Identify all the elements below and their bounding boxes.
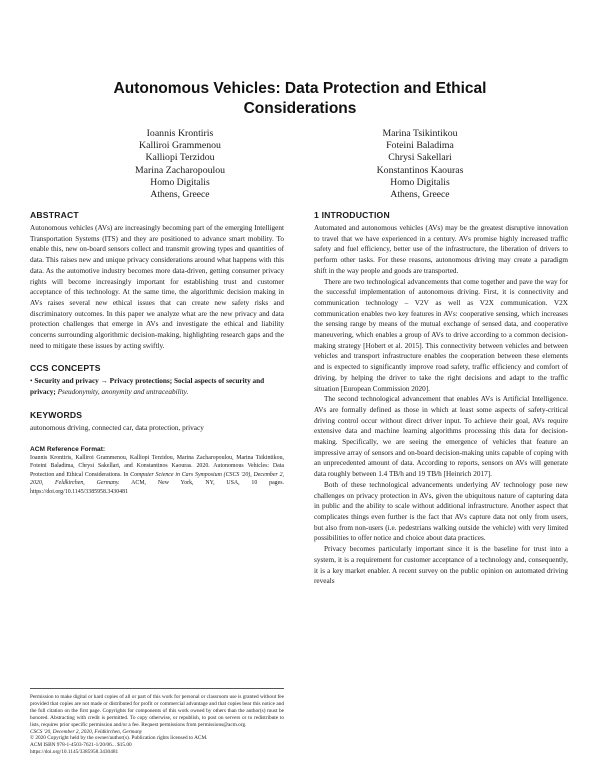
paper-title: Autonomous Vehicles: Data Protection and Ethical Considerations [113, 80, 487, 117]
author-name: Foteini Baladima [386, 140, 454, 152]
footnote-venue: CSCS '20, December 2, 2020, Feldkirchen, Germany [30, 728, 143, 735]
intro-paragraph: Both of these technological advancements underlying AV technology pose new challenges on privacy protection in AVs, given the ubiquitous nature of capturing data in public and the ability to scale without additional infrastructure. Another aspect that complicates things even further is the fact that AVs capture data not only from users, but also from non-users (i.e. pedestrians walking outside the vehicle) with very limited possibilities to offer notice and choice about data practices. [314, 480, 568, 543]
author-affiliation: Homo Digitalis [390, 176, 450, 188]
abstract-heading: ABSTRACT [30, 210, 79, 220]
reference-text-after: ACM, New York, NY, USA, 10 pages. https://doi.org/10.1145/3385958.3430481 [30, 480, 285, 495]
abstract-text: Autonomous vehicles (AVs) are increasingly becoming part of the emerging Intelligent Transportation Systems (ITS) and they are positioned to advance smart mobility. To enable this, new on-board sensors collect and transmit growing types and quantities of data. This raises new and unique privacy considerations around what happens with this data. As the automotive industry becomes more data-driven, getting consumer privacy rights will become increasingly important for establishing trust and customer acceptance of this technology. At the same time, the algorithmic decision making in AVs raises several new ethical issues that can create new safety risks and discriminatory outcomes. In this paper we analyze what are the new privacy and data protection challenges that emerge in AVs and investigate the ethical and liability concerns surrounding algorithmic decision-making, highlighting research gaps and the need to mitigate these issues by acting swiftly. [30, 224, 284, 350]
reference-format-heading: ACM Reference Format: [30, 445, 106, 453]
footnote-doi: https://doi.org/10.1145/3385958.3430481 [30, 749, 119, 756]
author-column-left [60, 128, 300, 201]
permission-notice: Permission to make digital or hard copies of all or part of this work for personal or classroom use is granted without fee provided that copies are not made or distributed for profit or commercial advantage and that copies bear this notice and the full citation on the first page. Copyrights for components of this work owned by others than the author(s) must be honored. Abstracting with credit is permitted. To copy otherwise, or republish, to post on servers or to redistribute to lists, requires prior specific permission and/or a fee. Request permissions from permissions@acm.org. [30, 694, 284, 728]
author-name: Konstantinos Kaouras [376, 164, 464, 176]
keywords-text: autonomous driving, connected car, data protection, privacy [30, 423, 204, 432]
footnote-isbn: ACM ISBN 978-1-4503-7621-1/20/06... $15.00 [30, 742, 132, 749]
keywords-heading: KEYWORDS [30, 409, 83, 420]
intro-paragraph: Privacy becomes particularly important since it is the baseline for trust into a system, it is a requirement for customer acceptance of a technology and, consequently, it is a key market enabler. A recent survey on the public opinion on automated driving reveals [314, 545, 568, 586]
left-column [30, 210, 284, 509]
author-name: Kalliopi Terzidou [145, 152, 215, 164]
introduction-heading: 1 INTRODUCTION [314, 210, 390, 220]
abstract-section [30, 210, 284, 351]
reference-venue: Computer Science in Cars Symposium (CSCS '20), December 2, 2020, Feldkirchen, Germany. [30, 471, 284, 487]
author-location: Athens, Greece [390, 189, 450, 201]
author-name: Chrysi Sakellari [388, 152, 452, 164]
author-column-right [300, 128, 540, 201]
reference-format-section [30, 446, 284, 497]
footnote-copyright: © 2020 Copyright held by the owner/author(s). Publication rights licensed to ACM. [30, 735, 208, 742]
author-name: Marina Zacharopoulou [134, 164, 226, 176]
copyright-footnote [30, 688, 284, 756]
intro-paragraph: There are two technological advancements that come together and pave the way for the successful implementation of autonomous driving. First, it is connectivity and communication technology – V2V as well as V2X communication. V2X communication enables two key features in AVs: cooperative sensing, which increases the sensing range by means of the mutual exchange of sensed data, and cooperative maneuvering, which enables a group of AVs to drive according to a common decision-making strategy [Hobert et al. 2015]. This connectivity between vehicles and between vehicles and transport infrastructure enables the cooperation between these elements and is expected to significantly improve road safety, traffic efficiency and comfort of driving, by helping the driver to take the right decisions and adapt to the traffic situation [European Commission 2020]. [314, 277, 568, 393]
ccs-bullet: • [30, 377, 33, 386]
intro-paragraph: The second technological advancement that enables AVs is Artificial Intelligence. AVs are formally defined as those in which at least some aspects of safety-critical driving control occur without direct driver input. To achieve their goal, AVs require extensive data and machine learning algorithms processing this data for decision-making. Specifically, we are seeing the emergence of vehicles that feature an impressive array of sensors and on-board decision-making units capable of coping with an unprecedented amount of data. According to reports, sensors on AVs will generate data roughly between 1.4 TB/h and 19 TB/h [Heinrich 2017]. [314, 395, 568, 479]
ccs-heading: CCS CONCEPTS [30, 363, 101, 374]
ccs-concepts [30, 376, 284, 397]
ccs-section [30, 363, 284, 397]
reference-text-before: Ioannis Krontiris, Kalliroi Grammenou, Kalliopi Terzidou, Marina Zacharopoulou, Marina Tsikintikou, Foteini Baladima, Chrysi Sakellari, and Konstantinos Kaouras. 2020. Autonomous Vehicles: Data Protection and Ethical Considerations. In [30, 454, 284, 478]
right-column [314, 210, 568, 587]
author-name: Ioannis Krontiris [146, 128, 214, 139]
reference-format-text [30, 454, 284, 497]
author-location: Athens, Greece [150, 189, 210, 201]
author-name: Marina Tsikintikou [382, 128, 458, 139]
intro-paragraph: Automated and autonomous vehicles (AVs) may be the greatest disruptive innovation to travel that we have experienced in a century. AVs promise highly increased traffic safety and fuel efficiency, better use of the infrastructure, the liberation of drivers to perform other tasks. For these reasons, autonomous driving may create a paradigm shift in the way people and goods are transported. [314, 224, 568, 275]
ccs-italic-concepts: Pseudonymity, anonymity and untraceability. [57, 388, 189, 397]
author-name: Kalliroi Grammenou [139, 140, 221, 152]
author-affiliation: Homo Digitalis [150, 176, 210, 188]
ccs-bold-concepts: Security and privacy → Privacy protections; Social aspects of security and privacy; [30, 377, 265, 397]
keywords-section [30, 410, 284, 434]
